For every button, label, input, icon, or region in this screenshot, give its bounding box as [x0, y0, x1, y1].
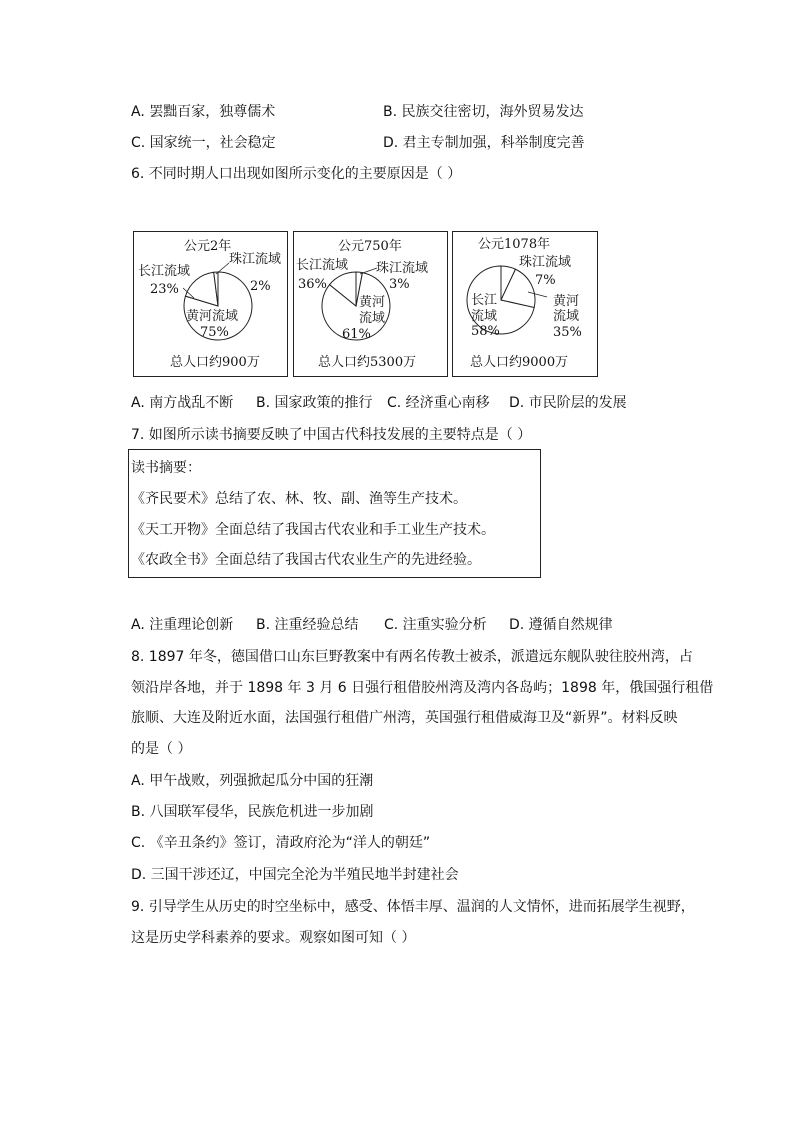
pie-3-pct-pearl: 7%: [535, 273, 556, 288]
pie-2-pct-pearl: 3%: [389, 277, 410, 292]
pie-3-total: 总人口约9000万: [470, 355, 569, 370]
q9-stem-line-2: 这是历史学科素养的要求。观察如图可知（ ）: [131, 930, 416, 946]
pie-1-label-pearl: 珠江流域: [229, 252, 282, 267]
pie-2-label-yellow-a: 黄河: [359, 295, 386, 310]
pie-3-year: 公元1078年: [478, 237, 551, 252]
q5-option-d: D. 君主专制加强，科举制度完善: [383, 135, 585, 151]
reading-summary-line-1: 《齐民要术》总结了农、林、牧、副、渔等生产技术。: [131, 491, 467, 507]
pie-3-label-pearl: 珠江流域: [519, 255, 572, 270]
pie-chart-2: [294, 232, 447, 376]
pie-chart-panel-3: [452, 231, 598, 377]
pie-1-year: 公元2年: [184, 239, 232, 254]
pie-1-pct-pearl: 2%: [250, 279, 271, 294]
pie-3-label-yellow-a: 黄河: [553, 294, 580, 309]
q8-option-d: D. 三国干涉还辽，中国完全沦为半殖民地半封建社会: [131, 867, 459, 883]
q5-option-b: B. 民族交往密切，海外贸易发达: [383, 104, 584, 120]
q9-stem-line-1: 9. 引导学生从历史的时空坐标中，感受、体悟丰厚、温润的人文情怀，进而拓展学生视野，: [131, 899, 695, 915]
q5-option-c: C. 国家统一，社会稳定: [131, 135, 276, 151]
pie-3-pct-yellow: 35%: [553, 325, 582, 340]
q8-stem-line-2: 领沿岸各地，并于 1898 年 3 月 6 日强行租借胶州湾及湾内各岛屿；1898 年，俄国强行租借: [131, 680, 714, 696]
pie-chart-1: [134, 232, 287, 376]
pie-2-label-yangtze: 长江流域: [296, 258, 349, 273]
pie-3-pct-yangtze: 58%: [471, 324, 500, 339]
pie-1-pct-yellow: 75%: [200, 325, 229, 340]
q7-option-d: D. 遵循自然规律: [509, 617, 613, 633]
pie-chart-3: [453, 232, 597, 376]
pie-chart-panel-2: [293, 231, 448, 377]
q8-option-b: B. 八国联军侵华，民族危机进一步加剧: [131, 804, 374, 820]
pie-3-label-yangtze-b: 流域: [471, 309, 498, 324]
pie-3-label-yangtze-a: 长江: [471, 293, 498, 308]
q6-option-d: D. 市民阶层的发展: [509, 395, 627, 411]
q8-stem-line-1: 8. 1897 年冬，德国借口山东巨野教案中有两名传教士被杀，派遣远东舰队驶往胶州湾，占: [131, 649, 693, 665]
q7-option-c: C. 注重实验分析: [384, 617, 487, 633]
q6-option-c: C. 经济重心南移: [387, 395, 490, 411]
q8-option-a: A. 甲午战败，列强掀起瓜分中国的狂潮: [131, 773, 374, 789]
pie-2-label-yellow-b: 流域: [359, 311, 386, 326]
reading-summary-line-3: 《农政全书》全面总结了我国古代农业生产的先进经验。: [131, 552, 481, 568]
pie-1-label-yellow: 黄河流域: [186, 309, 239, 324]
pie-1-label-yangtze: 长江流域: [138, 264, 191, 279]
reading-summary-line-2: 《天工开物》全面总结了我国古代农业和手工业生产技术。: [131, 522, 495, 538]
reading-summary-title: 读书摘要：: [131, 460, 201, 476]
q6-option-b: B. 国家政策的推行: [256, 395, 373, 411]
q8-option-c: C. 《辛丑条约》签订，清政府沦为“洋人的朝廷”: [131, 835, 431, 851]
pie-2-pct-yellow: 61%: [342, 327, 371, 342]
pie-2-pct-yangtze: 36%: [298, 277, 327, 292]
q6-option-a: A. 南方战乱不断: [131, 395, 234, 411]
q7-option-a: A. 注重理论创新: [131, 617, 234, 633]
pie-chart-panel-1: [133, 231, 288, 377]
q7-option-b: B. 注重经验总结: [256, 617, 359, 633]
pie-3-label-yellow-b: 流域: [553, 309, 580, 324]
pie-2-total: 总人口约5300万: [318, 355, 417, 370]
pie-1-pct-yangtze: 23%: [150, 282, 179, 297]
pie-2-label-pearl: 珠江流域: [376, 261, 429, 276]
q8-stem-line-4: 的是（ ）: [131, 741, 192, 757]
pie-2-year: 公元750年: [338, 239, 402, 254]
reading-summary-box: [128, 449, 541, 578]
q6-stem: 6. 不同时期人口出现如图所示变化的主要原因是（ ）: [131, 166, 462, 182]
pie-1-total: 总人口约900万: [170, 355, 260, 370]
q7-stem: 7. 如图所示读书摘要反映了中国古代科技发展的主要特点是（ ）: [131, 427, 532, 443]
q8-stem-line-3: 旅顺、大连及附近水面，法国强行租借广州湾，英国强行租借威海卫及“新界”。材料反映: [131, 710, 678, 726]
q5-option-a: A. 罢黜百家，独尊儒术: [131, 104, 276, 120]
